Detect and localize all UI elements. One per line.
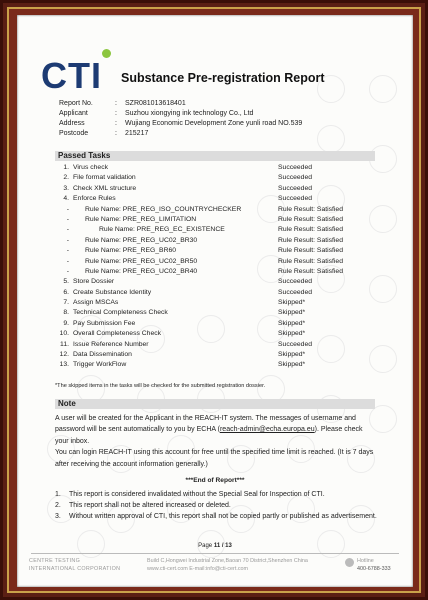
task-number: 11. bbox=[60, 340, 69, 348]
task-name: Rule Name: PRE_REG_LIMITATION bbox=[85, 215, 197, 223]
rule-row bbox=[55, 257, 375, 267]
task-name: Store Dossier bbox=[73, 278, 115, 286]
rule-row bbox=[55, 246, 375, 256]
task-name: Virus check bbox=[73, 164, 109, 171]
echa-email-link[interactable]: reach-admin@echa.europa.eu bbox=[219, 426, 315, 434]
applicant: Suzhou xiongying ink technology Co., Ltd bbox=[125, 110, 254, 117]
footer-company: CENTRE TESTING INTERNATIONAL CORPORATION bbox=[29, 558, 121, 572]
task-number: 12. bbox=[59, 351, 69, 359]
task-row bbox=[55, 194, 375, 204]
task-row bbox=[55, 360, 375, 370]
task-name: Enforce Rules bbox=[73, 195, 116, 203]
task-row bbox=[55, 308, 375, 318]
report-info bbox=[59, 99, 302, 139]
task-number: 5. bbox=[63, 278, 69, 286]
info-row: Applicant : Suzhou xiongying ink technology Co., Ltd bbox=[59, 110, 254, 117]
task-number: - bbox=[66, 247, 69, 255]
task-name: Check XML structure bbox=[73, 184, 137, 192]
watermark-seal-icon bbox=[369, 75, 397, 103]
rule-row bbox=[55, 225, 375, 235]
task-name: Rule Name: PRE_REG_UC02_BR30 bbox=[85, 236, 198, 244]
note-text: A user will be created for the Applicant in the REACH-IT system. The messages of username and password will be sent automatically to you by ECHA (reach-admin@echa.europa.eu). Please check your inbox. You can login REACH-IT using this account for free until the specified time limit is reached. (It is 7 days after receiving the account information generally.) bbox=[55, 415, 374, 468]
condition-item: 3. Without written approval of CTI, this report shall not be copied partly or published as advertisement. bbox=[55, 513, 377, 521]
task-row bbox=[55, 163, 375, 173]
footer-address: Build C,Hongwei Industrial Zone,Baoan 70 District,Shenzhen China www.cti-cert.com E-mail:info@cti-cert.com bbox=[147, 558, 308, 572]
task-name: Pay Submission Fee bbox=[73, 319, 136, 327]
task-name: Issue Reference Number bbox=[73, 340, 149, 348]
note-heading: Note bbox=[55, 399, 375, 409]
task-list bbox=[55, 163, 375, 371]
task-number: 6. bbox=[63, 288, 69, 296]
task-number: 10. bbox=[59, 330, 69, 338]
page-number: Page 11 / 13 bbox=[198, 543, 232, 549]
task-row bbox=[55, 350, 375, 360]
task-name: Rule Name: PRE_REG_UC02_BR50 bbox=[85, 257, 198, 265]
task-number: 2. bbox=[63, 174, 69, 182]
task-result: Rule Result: Satisfied bbox=[278, 226, 343, 234]
task-row bbox=[55, 288, 375, 298]
task-result: Skipped* bbox=[278, 351, 306, 359]
task-number: 8. bbox=[63, 309, 69, 317]
condition-item: 1. This report is considered invalidated without the Special Seal for Inspection of CTI. bbox=[55, 491, 325, 498]
task-row bbox=[55, 277, 375, 287]
passed-tasks-heading: Passed Tasks bbox=[55, 151, 375, 161]
postcode: 215217 bbox=[125, 130, 149, 137]
task-result: Rule Result: Satisfied bbox=[278, 236, 343, 244]
info-row: Report No. : SZR081013618401 bbox=[59, 100, 186, 107]
rule-row bbox=[55, 267, 375, 277]
skipped-footnote: *The skipped items in the tasks will be checked for the submitted registration dossier. bbox=[55, 383, 266, 389]
footer-hotline: Hotline 400-6788-333 bbox=[357, 558, 391, 572]
report-title: Substance Pre-registration Report bbox=[121, 71, 325, 85]
task-result: Rule Result: Satisfied bbox=[278, 215, 343, 223]
task-name: Create Substance Identity bbox=[73, 288, 152, 296]
address: Wujiang Economic Development Zone yunli road NO.539 bbox=[125, 120, 303, 127]
task-name: File format validation bbox=[73, 174, 136, 182]
task-name: Rule Name: PRE_REG_ISO_COUNTRYCHECKER bbox=[85, 205, 242, 213]
cti-logo: CTI bbox=[41, 55, 102, 97]
task-row bbox=[55, 319, 375, 329]
task-name: Trigger WorkFlow bbox=[73, 361, 127, 369]
task-result: Succeeded bbox=[278, 184, 313, 192]
task-result: Rule Result: Satisfied bbox=[278, 205, 343, 213]
task-name: Technical Completeness Check bbox=[73, 309, 168, 317]
task-result: Rule Result: Satisfied bbox=[278, 257, 343, 265]
info-row: Address : Wujiang Economic Development Zone yunli road NO.539 bbox=[59, 120, 303, 127]
footer-divider bbox=[31, 553, 399, 554]
task-name: Assign MSCAs bbox=[73, 299, 119, 307]
task-number: - bbox=[66, 226, 69, 234]
rule-row bbox=[55, 215, 375, 225]
task-result: Skipped* bbox=[278, 319, 306, 327]
info-row: Postcode : 215217 bbox=[59, 130, 149, 137]
task-name: Overall Completeness Check bbox=[73, 330, 162, 338]
task-result: Skipped* bbox=[278, 309, 306, 317]
task-number: - bbox=[66, 215, 69, 223]
task-result: Succeeded bbox=[278, 288, 313, 296]
task-number: 9. bbox=[63, 319, 69, 327]
task-row bbox=[55, 173, 375, 183]
task-row bbox=[55, 329, 375, 339]
task-result: Succeeded bbox=[278, 174, 313, 182]
report-conditions bbox=[55, 489, 377, 523]
task-name: Rule Name: PRE_REG_BR60 bbox=[85, 247, 177, 255]
task-row bbox=[55, 340, 375, 350]
task-number: - bbox=[66, 205, 69, 213]
task-number: 7. bbox=[63, 299, 69, 307]
task-number: 4. bbox=[63, 195, 69, 203]
task-number: - bbox=[66, 257, 69, 265]
task-number: 3. bbox=[63, 184, 69, 192]
task-result: Succeeded bbox=[278, 340, 313, 348]
task-result: Succeeded bbox=[278, 278, 313, 286]
watermark-seal-icon bbox=[317, 125, 345, 153]
task-result: Skipped* bbox=[278, 361, 306, 369]
task-result: Succeeded bbox=[278, 164, 313, 171]
task-result: Succeeded bbox=[278, 195, 313, 203]
task-number: - bbox=[66, 267, 69, 275]
condition-item: 2. This report shall not be altered increased or deleted. bbox=[55, 502, 231, 510]
report-number: SZR081013618401 bbox=[125, 100, 186, 107]
task-number: 13. bbox=[59, 361, 69, 369]
phone-icon bbox=[345, 558, 354, 567]
task-number: - bbox=[66, 236, 69, 244]
task-name: Rule Name: PRE_REG_EC_EXISTENCE bbox=[99, 226, 225, 234]
task-row bbox=[55, 298, 375, 308]
logo-dot bbox=[102, 49, 111, 58]
task-result: Rule Result: Satisfied bbox=[278, 267, 343, 275]
end-of-report: ***End of Report*** bbox=[185, 477, 245, 484]
task-row bbox=[55, 184, 375, 194]
task-result: Skipped* bbox=[278, 330, 306, 338]
task-result: Rule Result: Satisfied bbox=[278, 247, 343, 255]
task-result: Skipped* bbox=[278, 299, 306, 307]
rule-row bbox=[55, 205, 375, 215]
report-page bbox=[17, 15, 413, 587]
task-number: 1. bbox=[63, 164, 69, 171]
task-name: Data Dissemination bbox=[73, 351, 132, 359]
rule-row bbox=[55, 236, 375, 246]
task-name: Rule Name: PRE_REG_UC02_BR40 bbox=[85, 267, 198, 275]
